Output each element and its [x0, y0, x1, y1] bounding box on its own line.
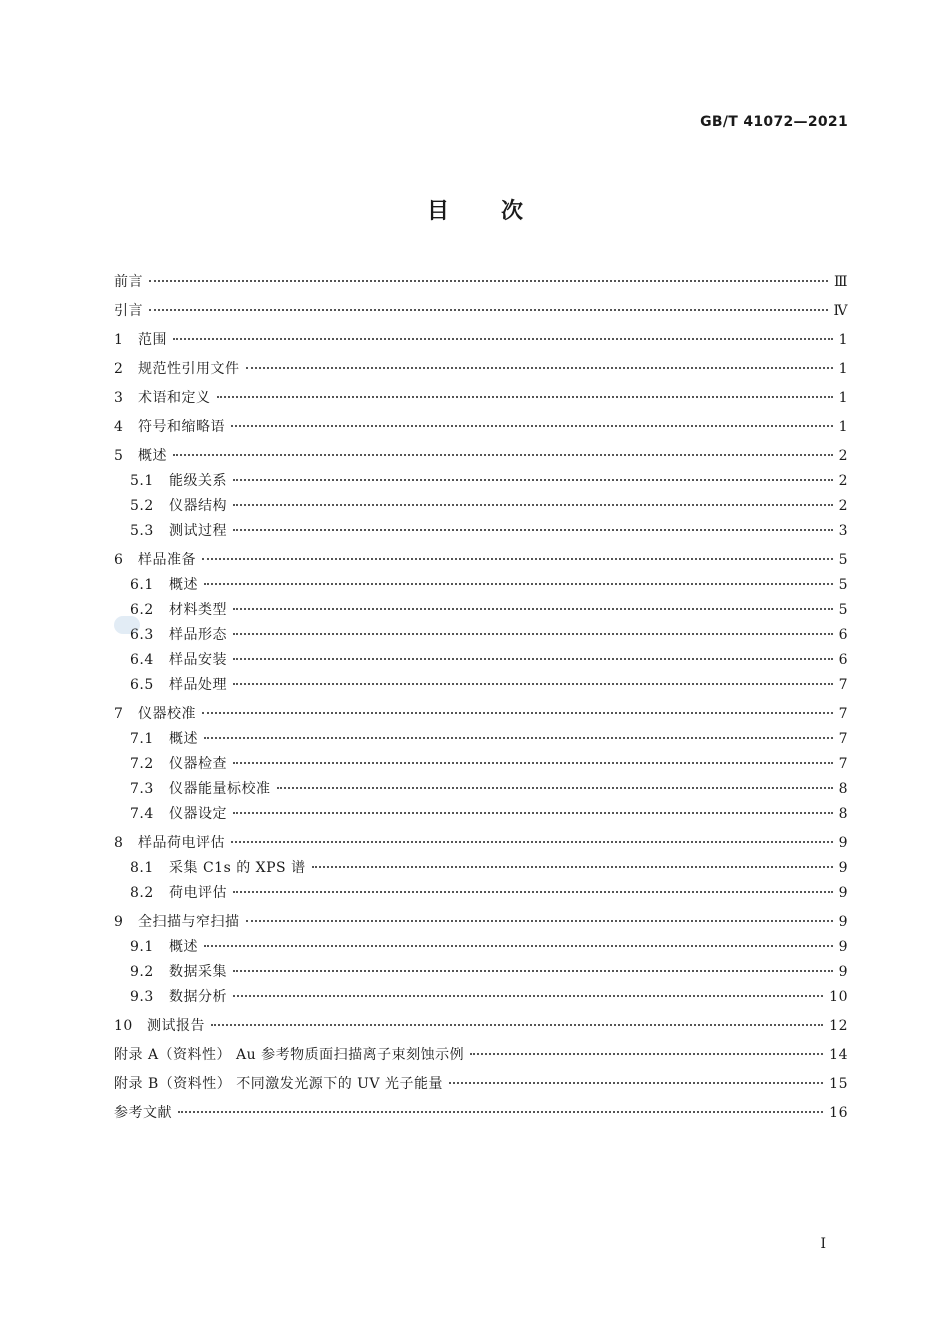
toc-entry-label: 样品安装	[169, 652, 227, 668]
toc-entry-number: 6.5	[130, 677, 154, 693]
toc-entry-page: 9	[838, 939, 848, 955]
toc-entry[interactable]	[114, 1014, 848, 1039]
toc-entry-page: 2	[838, 448, 848, 464]
toc-entry[interactable]	[114, 985, 848, 1010]
toc-entry-page: 10	[829, 989, 848, 1005]
dot-leader	[173, 337, 833, 340]
toc-entry[interactable]	[114, 802, 848, 827]
toc-entry-number: 5.3	[130, 523, 154, 539]
toc-entry[interactable]	[114, 777, 848, 802]
toc-entry[interactable]	[114, 386, 848, 411]
toc-entry[interactable]	[114, 910, 848, 935]
toc-entry-number: 10	[114, 1018, 133, 1034]
dot-leader	[173, 453, 833, 456]
toc-entry-number: 9	[114, 914, 124, 930]
toc-entry-number: 6.3	[130, 627, 154, 643]
toc-entry[interactable]	[114, 960, 848, 985]
toc-entry-page: 8	[838, 781, 848, 797]
toc-entry-label: 仪器结构	[169, 498, 227, 514]
toc-entry-page: 3	[838, 523, 848, 539]
toc-entry-page: 7	[838, 706, 848, 722]
toc-entry-number: 8	[114, 835, 124, 851]
toc-entry-number: 6.4	[130, 652, 154, 668]
toc-entry-label: 材料类型	[169, 602, 227, 618]
dot-leader	[246, 919, 833, 922]
toc-entry-label: 数据采集	[169, 964, 227, 980]
toc-entry-page: 1	[838, 390, 848, 406]
toc-entry-page: 9	[838, 964, 848, 980]
toc-entry[interactable]	[114, 519, 848, 544]
toc-entry-label: 能级关系	[169, 473, 227, 489]
toc-entry[interactable]	[114, 494, 848, 519]
toc-entry[interactable]	[114, 702, 848, 727]
dot-leader	[231, 424, 833, 427]
toc-entry-label: 术语和定义	[138, 390, 211, 406]
toc-entry-page: 9	[838, 835, 848, 851]
dot-leader	[233, 657, 833, 660]
toc-entry-page: 6	[838, 652, 848, 668]
toc-entry-label: 全扫描与窄扫描	[138, 914, 240, 930]
toc-entry-page: 1	[838, 419, 848, 435]
toc-entry-label: 附录 A（资料性） Au 参考物质面扫描离子束刻蚀示例	[114, 1047, 465, 1063]
toc-entry-number: 2	[114, 361, 124, 377]
toc-entry-page: 15	[829, 1076, 848, 1092]
dot-leader	[233, 607, 833, 610]
toc-entry-number: 4	[114, 419, 124, 435]
dot-leader	[470, 1052, 823, 1055]
toc-entry-number: 6	[114, 552, 124, 568]
dot-leader	[233, 761, 833, 764]
toc-entry-label: 仪器能量标校准	[169, 781, 271, 797]
toc-entry-number: 9.2	[130, 964, 154, 980]
toc-entry-label: 规范性引用文件	[138, 361, 240, 377]
toc-entry-page: 1	[838, 361, 848, 377]
dot-leader	[204, 582, 833, 585]
toc-entry-number: 5.1	[130, 473, 154, 489]
toc-entry-label: 概述	[169, 939, 198, 955]
dot-leader	[233, 528, 833, 531]
toc-entry-number: 5.2	[130, 498, 154, 514]
toc-entry-number: 6.1	[130, 577, 154, 593]
toc-entry[interactable]	[114, 469, 848, 494]
dot-leader	[211, 1023, 823, 1026]
toc-entry-page: 9	[838, 885, 848, 901]
page-number: I	[820, 1236, 826, 1252]
page-title: 目次	[426, 199, 575, 224]
toc-entry-label: 概述	[169, 731, 198, 747]
toc-entry[interactable]	[114, 648, 848, 673]
toc-entry-label: 概述	[138, 448, 167, 464]
toc-entry-number: 7.4	[130, 806, 154, 822]
toc-entry[interactable]	[114, 415, 848, 440]
toc-entry-page: 1	[838, 332, 848, 348]
toc-entry-number: 8.1	[130, 860, 154, 876]
table-of-contents	[114, 270, 848, 1126]
dot-leader	[233, 632, 833, 635]
toc-entry-page: 2	[838, 498, 848, 514]
toc-entry[interactable]	[114, 1101, 848, 1126]
dot-leader	[233, 890, 833, 893]
toc-entry-number: 7	[114, 706, 124, 722]
toc-entry-number: 7.2	[130, 756, 154, 772]
dot-leader	[449, 1081, 823, 1084]
toc-entry-page: 5	[838, 552, 848, 568]
toc-entry-number: 7.1	[130, 731, 154, 747]
toc-entry-page: Ⅲ	[833, 274, 848, 290]
toc-entry-label: 数据分析	[169, 989, 227, 1005]
toc-entry[interactable]	[114, 752, 848, 777]
toc-entry-label: 样品荷电评估	[138, 835, 225, 851]
toc-entry-number: 7.3	[130, 781, 154, 797]
dot-leader	[246, 366, 833, 369]
toc-entry-number: 3	[114, 390, 124, 406]
toc-entry-number: 9.3	[130, 989, 154, 1005]
dot-leader	[233, 811, 833, 814]
toc-entry-number: 1	[114, 332, 124, 348]
toc-entry-label: 仪器设定	[169, 806, 227, 822]
toc-entry-label: 仪器校准	[138, 706, 196, 722]
toc-entry-number: 8.2	[130, 885, 154, 901]
toc-entry-page: 14	[829, 1047, 848, 1063]
dot-leader	[312, 865, 833, 868]
toc-entry-page: 7	[838, 677, 848, 693]
toc-entry-page: Ⅳ	[833, 303, 848, 319]
dot-leader	[204, 736, 833, 739]
toc-entry[interactable]	[114, 935, 848, 960]
toc-entry-page: 7	[838, 731, 848, 747]
dot-leader	[217, 395, 833, 398]
toc-entry-label: 测试过程	[169, 523, 227, 539]
dot-leader	[233, 503, 833, 506]
toc-entry-page: 9	[838, 860, 848, 876]
toc-entry-label: 采集 C1s 的 XPS 谱	[169, 860, 306, 876]
dot-leader	[233, 478, 833, 481]
toc-entry-page: 7	[838, 756, 848, 772]
toc-entry-label: 引言	[114, 303, 143, 319]
toc-entry-page: 16	[829, 1105, 848, 1121]
toc-entry-label: 样品准备	[138, 552, 196, 568]
toc-entry[interactable]	[114, 727, 848, 752]
toc-entry-label: 前言	[114, 274, 143, 290]
toc-entry[interactable]	[114, 548, 848, 573]
toc-entry-label: 符号和缩略语	[138, 419, 225, 435]
dot-leader	[233, 994, 823, 997]
toc-entry[interactable]	[114, 357, 848, 382]
dot-leader	[202, 557, 833, 560]
toc-entry-page: 8	[838, 806, 848, 822]
toc-entry-label: 样品形态	[169, 627, 227, 643]
toc-entry[interactable]	[114, 881, 848, 906]
toc-entry-label: 测试报告	[147, 1018, 205, 1034]
toc-entry-label: 概述	[169, 577, 198, 593]
toc-entry-page: 12	[829, 1018, 848, 1034]
toc-entry-page: 9	[838, 914, 848, 930]
dot-leader	[231, 840, 833, 843]
toc-entry-label: 样品处理	[169, 677, 227, 693]
toc-entry[interactable]	[114, 573, 848, 598]
toc-entry-page: 2	[838, 473, 848, 489]
toc-entry[interactable]	[114, 1072, 848, 1097]
toc-entry-label: 荷电评估	[169, 885, 227, 901]
dot-leader	[233, 682, 833, 685]
toc-entry[interactable]	[114, 1043, 848, 1068]
dot-leader	[178, 1110, 823, 1113]
dot-leader	[202, 711, 833, 714]
toc-entry[interactable]	[114, 673, 848, 698]
toc-entry-page: 5	[838, 602, 848, 618]
toc-entry-number: 5	[114, 448, 124, 464]
toc-entry-label: 附录 B（资料性） 不同激发光源下的 UV 光子能量	[114, 1076, 443, 1092]
toc-entry[interactable]	[114, 598, 848, 623]
dot-leader	[204, 944, 833, 947]
toc-entry-label: 范围	[138, 332, 167, 348]
toc-entry-number: 6.2	[130, 602, 154, 618]
toc-entry-page: 5	[838, 577, 848, 593]
toc-entry[interactable]	[114, 831, 848, 856]
toc-entry[interactable]	[114, 444, 848, 469]
toc-entry-label: 参考文献	[114, 1105, 172, 1121]
toc-entry[interactable]	[114, 856, 848, 881]
dot-leader	[149, 279, 828, 282]
toc-entry[interactable]	[114, 270, 848, 295]
toc-entry[interactable]	[114, 623, 848, 648]
toc-entry-page: 6	[838, 627, 848, 643]
standard-number: GB/T 41072—2021	[700, 114, 848, 130]
toc-entry[interactable]	[114, 299, 848, 324]
toc-entry-label: 仪器检查	[169, 756, 227, 772]
dot-leader	[149, 308, 828, 311]
toc-entry[interactable]	[114, 328, 848, 353]
dot-leader	[277, 786, 833, 789]
toc-entry-number: 9.1	[130, 939, 154, 955]
dot-leader	[233, 969, 833, 972]
